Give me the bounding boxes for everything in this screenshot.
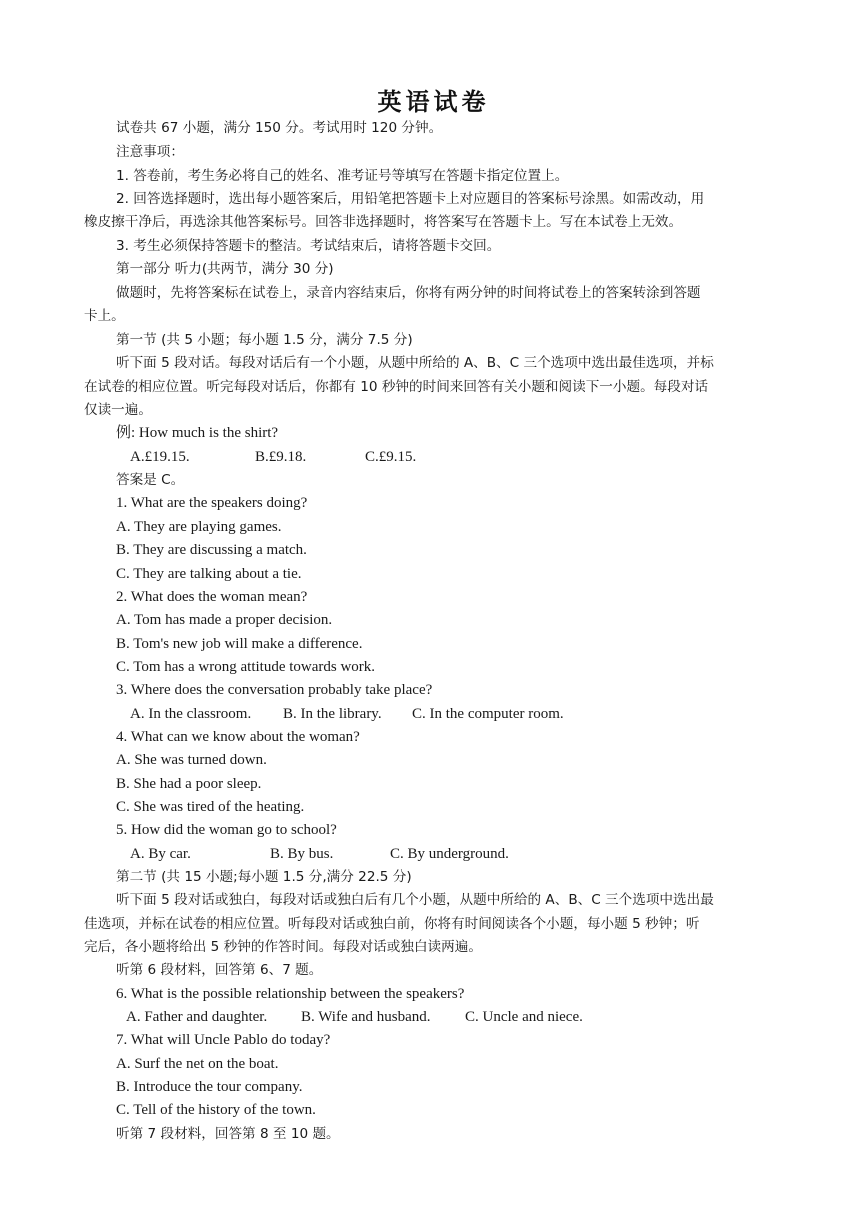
text-line: B. Tom's new job will make a difference. [116, 636, 363, 652]
text-line: 卡上。 [84, 308, 125, 324]
answer-option: B. Wife and husband. [301, 1009, 431, 1025]
text-line: 第一部分 听力(共两节，满分 30 分) [116, 261, 334, 277]
answer-option: A. Father and daughter. [126, 1009, 268, 1025]
text-line: 注意事项： [116, 144, 184, 160]
text-line: B. She had a poor sleep. [116, 776, 262, 792]
text-line: 试卷共 67 小题，满分 150 分。考试用时 120 分钟。 [116, 120, 443, 136]
text-line: 第二节 (共 15 小题;每小题 1.5 分,满分 22.5 分) [116, 869, 412, 885]
text-line: 5. How did the woman go to school? [116, 822, 337, 838]
text-line: 佳选项，并标在试卷的相应位置。听每段对话或独白前，你将有时间阅读各个小题，每小题 5 秒钟；听 [84, 916, 700, 932]
text-line: 3. Where does the conversation probably take place? [116, 682, 433, 698]
answer-option: C.£9.15. [365, 449, 417, 465]
answer-option: A.£19.15. [130, 449, 190, 465]
text-line: A. Tom has made a proper decision. [116, 612, 333, 628]
text-line: 第一节 (共 5 小题；每小题 1.5 分，满分 7.5 分) [116, 332, 413, 348]
text-line: 4. What can we know about the woman? [116, 729, 360, 745]
text-line: 答案是 C。 [116, 472, 185, 488]
text-line: A. Surf the net on the boat. [116, 1056, 279, 1072]
text-line: 仅读一遍。 [84, 402, 152, 418]
answer-option: B. By bus. [270, 846, 334, 862]
text-line: C. Tom has a wrong attitude towards work. [116, 659, 376, 675]
text-line: 听下面 5 段对话。每段对话后有一个小题，从题中所给的 A、B、C 三个选项中选出最佳选项，并标 [116, 355, 714, 371]
text-line: 听第 7 段材料，回答第 8 至 10 题。 [116, 1126, 340, 1142]
text-line: A. She was turned down. [116, 752, 267, 768]
answer-options-row [0, 447, 867, 467]
text-line: 1. 答卷前，考生务必将自己的姓名、准考证号等填写在答题卡指定位置上。 [116, 168, 569, 184]
answer-option: A. By car. [130, 846, 191, 862]
answer-option: B.£9.18. [255, 449, 307, 465]
text-line: 2. What does the woman mean? [116, 589, 308, 605]
text-line: 听第 6 段材料，回答第 6、7 题。 [116, 962, 323, 978]
answer-option: A. In the classroom. [130, 706, 252, 722]
text-line: 听下面 5 段对话或独白，每段对话或独白后有几个小题，从题中所给的 A、B、C 三个选项中选出最 [116, 892, 714, 908]
answer-option: B. In the library. [283, 706, 382, 722]
text-line: 7. What will Uncle Pablo do today? [116, 1032, 331, 1048]
text-line: 在试卷的相应位置。听完每段对话后，你都有 10 秒钟的时间来回答有关小题和阅读下一小题。每段对话 [84, 379, 709, 395]
text-line: 完后，各小题将给出 5 秒钟的作答时间。每段对话或独白读两遍。 [84, 939, 482, 955]
text-line: C. They are talking about a tie. [116, 566, 302, 582]
text-line: 3. 考生必须保持答题卡的整洁。考试结束后，请将答题卡交回。 [116, 238, 501, 254]
text-line: C. She was tired of the heating. [116, 799, 305, 815]
answer-options-row [0, 844, 867, 864]
exam-title: 英语试卷 [377, 87, 490, 116]
text-line: 1. What are the speakers doing? [116, 495, 308, 511]
text-line: 橡皮擦干净后，再选涂其他答案标号。回答非选择题时，将答案写在答题卡上。写在本试卷上无效。 [84, 214, 683, 230]
text-line: 6. What is the possible relationship between the speakers? [116, 986, 465, 1002]
answer-option: C. Uncle and niece. [465, 1009, 583, 1025]
answer-options-row [0, 1007, 867, 1027]
text-line: B. Introduce the tour company. [116, 1079, 303, 1095]
text-line: A. They are playing games. [116, 519, 282, 535]
text-line: B. They are discussing a match. [116, 542, 307, 558]
text-line: 例: How much is the shirt? [116, 425, 279, 441]
answer-option: C. In the computer room. [412, 706, 564, 722]
answer-option: C. By underground. [390, 846, 509, 862]
text-line: C. Tell of the history of the town. [116, 1102, 316, 1118]
text-line: 做题时，先将答案标在试卷上，录音内容结束后，你将有两分钟的时间将试卷上的答案转涂到答题 [116, 285, 701, 301]
answer-options-row [0, 704, 867, 724]
text-line: 2. 回答选择题时，选出每小题答案后，用铅笔把答题卡上对应题目的答案标号涂黑。如需改动，用 [116, 191, 705, 207]
